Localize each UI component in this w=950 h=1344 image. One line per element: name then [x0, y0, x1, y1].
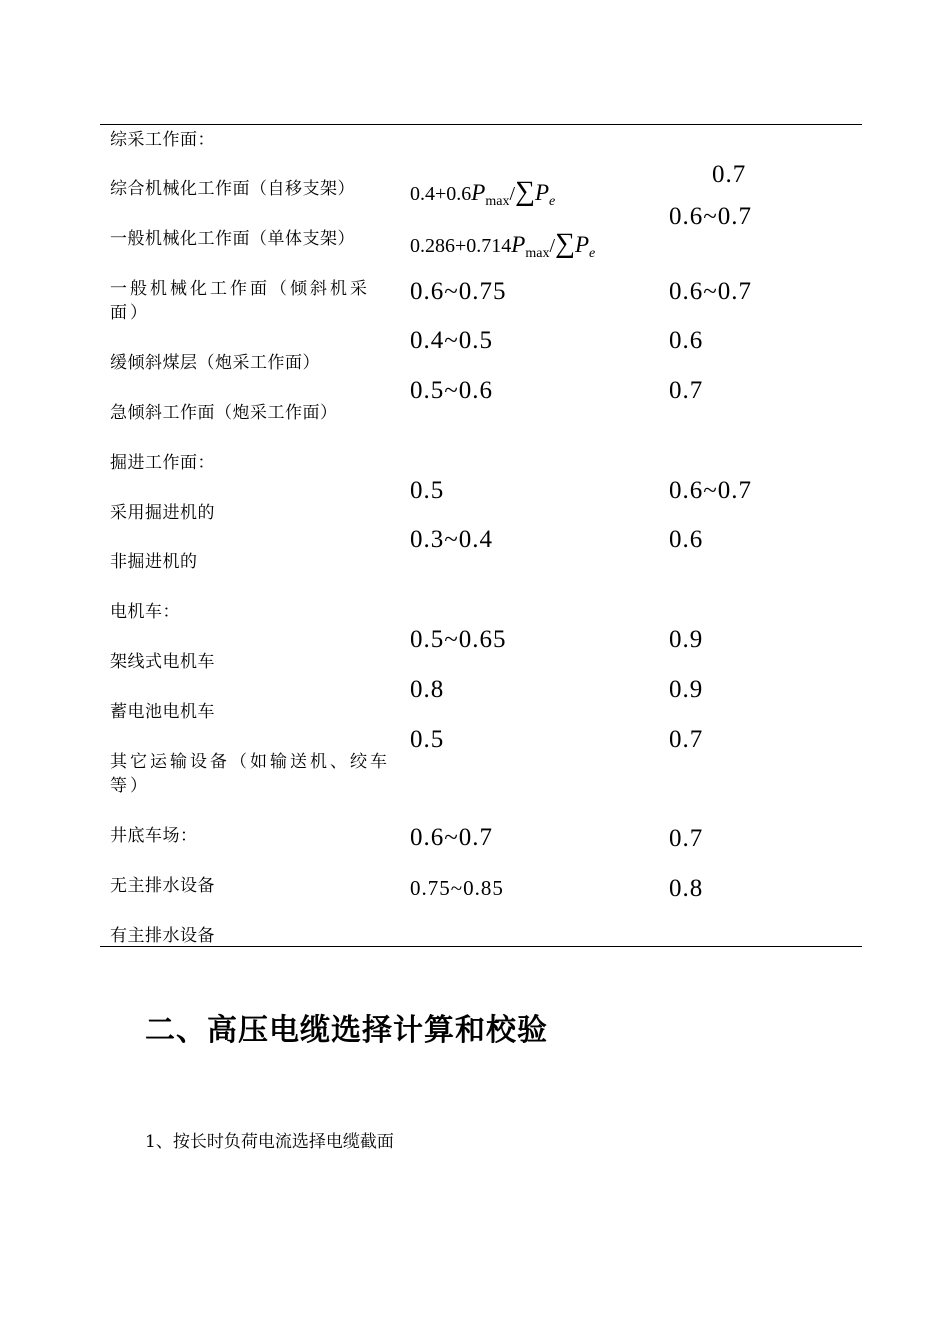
c3-juejinji: 0.6~0.7 — [669, 477, 753, 504]
section-heading: 二、高压电缆选择计算和校验 — [145, 1013, 548, 1048]
c3-xudianchi: 0.9 — [669, 676, 704, 703]
row-label-yiban-danti: 一般机械化工作面（单体支架） — [110, 229, 355, 249]
row-label-xudianchi: 蓄电池电机车 — [110, 702, 215, 722]
row-label-you-paishui: 有主排水设备 — [110, 926, 215, 946]
row-label-feijuejin: 非掘进机的 — [110, 552, 198, 572]
row-label-caimian: 综采工作面： — [110, 130, 215, 150]
table-top-rule — [100, 124, 862, 125]
c2-juejinji: 0.5 — [410, 477, 445, 504]
c3-qita-yunshu: 0.7 — [669, 726, 704, 753]
row-label-jingdi: 井底车场： — [110, 826, 198, 846]
table-bottom-rule — [100, 946, 862, 947]
c2-yiban-qingxie: 0.6~0.75 — [410, 278, 507, 305]
row-label-qita-yunshu: 其它运输设备（如输送机、绞车等） — [110, 752, 390, 796]
c2-qita-yunshu: 0.5 — [410, 726, 445, 753]
subsection-text: 1、按长时负荷电流选择电缆截面 — [145, 1132, 394, 1152]
row-label-huanqingxie: 缓倾斜煤层（炮采工作面） — [110, 353, 320, 373]
c3-wu-paishui: 0.8 — [669, 875, 704, 902]
formula-zonghe: $0.4+0.6P_{max}/\sum P_e$ — [410, 176, 556, 209]
c2-jiqingxie: 0.5~0.6 — [410, 377, 494, 404]
row-label-zonghe: 综合机械化工作面（自移支架） — [110, 179, 355, 199]
row-label-wu-paishui: 无主排水设备 — [110, 876, 215, 896]
c3-feijuejin: 0.6 — [669, 526, 704, 553]
c3-jingdi: 0.7 — [669, 825, 704, 852]
formula-yiban-danti: $0.286+0.714P_{max}/\sum P_e$ — [410, 228, 596, 261]
c3-jiqingxie: 0.7 — [669, 377, 704, 404]
row-label-dianjiche: 电机车： — [110, 602, 180, 622]
c2-wu-paishui: 0.75~0.85 — [410, 876, 504, 900]
c2-xudianchi: 0.8 — [410, 676, 445, 703]
row-label-juejin: 掘进工作面： — [110, 453, 215, 473]
c3-yiban-qingxie: 0.6~0.7 — [669, 278, 753, 305]
row-label-jiqingxie: 急倾斜工作面（炮采工作面） — [110, 403, 338, 423]
row-label-jiaxianshi: 架线式电机车 — [110, 652, 215, 672]
c3-huanqingxie: 0.6 — [669, 327, 704, 354]
row-label-yiban-qingxie: 一般机械化工作面（倾斜机采面） — [110, 279, 370, 323]
c3-yiban-danti: 0.6~0.7 — [669, 203, 753, 230]
c2-jiaxianshi: 0.5~0.65 — [410, 626, 507, 653]
c2-jingdi: 0.6~0.7 — [410, 824, 494, 851]
c2-feijuejin: 0.3~0.4 — [410, 526, 494, 553]
row-label-juejinji: 采用掘进机的 — [110, 503, 215, 523]
c3-zonghe: 0.7 — [712, 161, 747, 188]
c2-huanqingxie: 0.4~0.5 — [410, 327, 494, 354]
c3-jiaxianshi: 0.9 — [669, 626, 704, 653]
